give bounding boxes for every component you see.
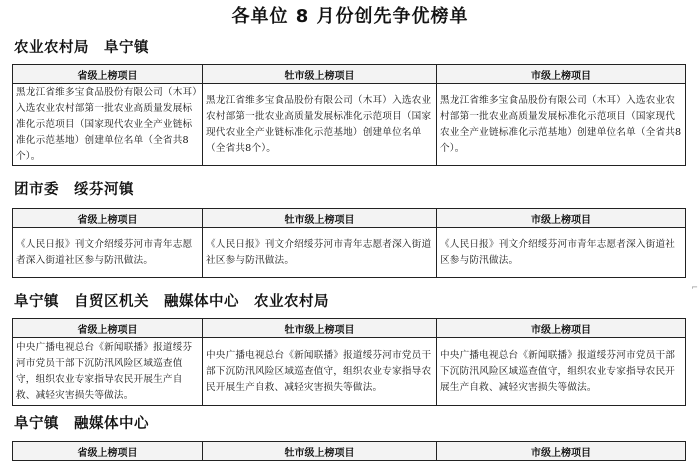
table-cell: 《人民日报》刊文介绍绥芬河市青年志愿者深入街道社区参与防汛做法。 <box>203 228 437 278</box>
section-heading-1: 农业农村局 阜宁镇 <box>14 40 149 56</box>
honor-table-4 <box>12 441 686 461</box>
col-header-provincial: 省级上榜项目 <box>13 442 203 461</box>
col-header-mudanjiang: 牡市级上榜项目 <box>203 442 437 461</box>
col-header-mudanjiang: 牡市级上榜项目 <box>203 319 437 338</box>
col-header-provincial: 省级上榜项目 <box>13 65 203 84</box>
table-cell: 黑龙江省维多宝食品股份有限公司（木耳）入选农业农村部第一批农业高质量发展标准化示范项目（国家现代农业全产业链标准化示范基地）创建单位名单（全省共8个）。 <box>203 84 437 166</box>
table-cell: 中央广播电视总台《新闻联播》报道绥芬河市党员干部下沉防汛风险区域巡查值守，组织农业专家指导农民开展生产自救、减轻灾害损失等做法。 <box>13 338 203 406</box>
table-cell: 黑龙江省维多宝食品股份有限公司（木耳）入选农业农村部第一批农业高质量发展标准化示范项目（国家现代农业全产业链标准化示范基地）创建单位名单（全省共8个）。 <box>13 84 203 166</box>
col-header-city: 市级上榜项目 <box>437 209 686 228</box>
table-cell: 中央广播电视总台《新闻联播》报道绥芬河市党员干部下沉防汛风险区域巡查值守，组织农业专家指导农民开展生产自救、减轻灾害损失等做法。 <box>203 338 437 406</box>
section-heading-4: 阜宁镇 融媒体中心 <box>14 416 149 432</box>
section-heading-3: 阜宁镇 自贸区机关 融媒体中心 农业农村局 <box>14 294 329 310</box>
table-cell: 中央广播电视总台《新闻联播》报道绥芬河市党员干部下沉防汛风险区域巡查值守，组织农业专家指导农民开展生产自救、减轻灾害损失等做法。 <box>437 338 686 406</box>
col-header-mudanjiang: 牡市级上榜项目 <box>203 209 437 228</box>
col-header-city: 市级上榜项目 <box>437 319 686 338</box>
honor-table-1 <box>12 64 686 166</box>
col-header-provincial: 省级上榜项目 <box>13 209 203 228</box>
col-header-mudanjiang: 牡市级上榜项目 <box>203 65 437 84</box>
honor-table-2 <box>12 208 686 278</box>
col-header-provincial: 省级上榜项目 <box>13 319 203 338</box>
table-cell: 《人民日报》刊文介绍绥芬河市青年志愿者深入街道社区参与防汛做法。 <box>437 228 686 278</box>
col-header-city: 市级上榜项目 <box>437 442 686 461</box>
table-cell: 黑龙江省维多宝食品股份有限公司（木耳）入选农业农村部第一批农业高质量发展标准化示范项目（国家现代农业全产业链标准化示范基地）创建单位名单（全省共8个）。 <box>437 84 686 166</box>
honor-table-3 <box>12 318 686 406</box>
table-cell: 《人民日报》刊文介绍绥芬河市青年志愿者深入街道社区参与防汛做法。 <box>13 228 203 278</box>
edge-marker: ⌐ <box>691 283 698 292</box>
page-title: 各单位 8 月份创先争优榜单 <box>231 6 469 27</box>
col-header-city: 市级上榜项目 <box>437 65 686 84</box>
section-heading-2: 团市委 绥芬河镇 <box>14 182 134 198</box>
